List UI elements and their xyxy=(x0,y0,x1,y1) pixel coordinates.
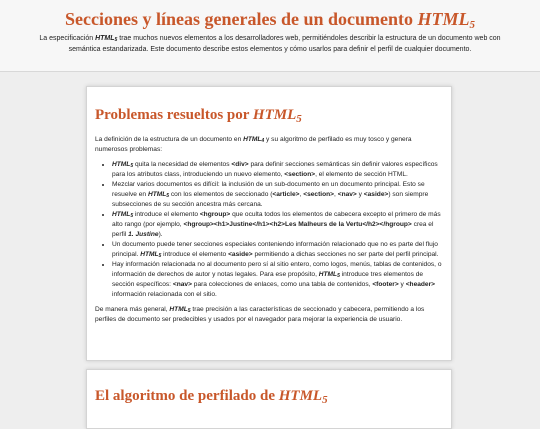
problems-intro xyxy=(95,135,443,155)
outline-algorithm-section xyxy=(86,369,452,429)
outline-example: 1. Justine xyxy=(128,231,159,238)
code-nav: <nav> xyxy=(172,281,192,288)
outline-algorithm-heading-html-version: 5 xyxy=(322,394,328,406)
outline-algorithm-heading xyxy=(95,370,443,405)
problem-item-aside: • Un documento puede tener secciones especiales conteniendo información relacionado que no es parte del flujo principal. $HTML_5$ introduce el elemento <aside> permitiendo a dichas secciones no ser parte del perfil principal. xyxy=(112,240,443,260)
problems-closing-start: De manera más general, xyxy=(95,306,168,313)
outline-algorithm-heading-text: El algoritmo de perfilado de xyxy=(95,388,275,404)
problems-intro-html-version: 4 xyxy=(261,138,265,144)
outline-algorithm-heading-html xyxy=(279,388,328,404)
code-hgroup: <hgroup> xyxy=(199,211,231,218)
problems-heading-html xyxy=(253,107,302,123)
code-article: <article> xyxy=(272,191,300,198)
problems-intro-html: HTML xyxy=(243,136,262,143)
page-intro-html-version: 5 xyxy=(114,37,118,43)
problem-item-site-info: • Hay información relacionada no al documento pero sí al sitio entero, como logos, menús, tablas de contenidos, o información de derechos de autor y notas legales. Para ese propósito, $HTML_5$ introduce tres elementos de sección específicos: <nav> para colecciones de enlaces, como una tabla de contenidos, <footer> y <header> información relacionada con el sitio. xyxy=(112,260,443,300)
code-nav: <nav> xyxy=(337,191,357,198)
page-intro-rest: trae muchos nuevos elementos a los desarrolladores web, permitiéndoles describir la estructura de un documento web con semántica estandarizada. Este documento describe estos elementos y cómo usarlos para definir el perfil de cualquier documento. xyxy=(68,35,501,53)
page-title xyxy=(30,8,510,30)
page-title-html xyxy=(418,9,476,29)
problems-heading xyxy=(95,87,443,124)
page-intro xyxy=(30,34,510,55)
problems-closing-rest: trae precisión a las características de seccionado y cabecera, permitiendo a los perfiles de documento ser predecibles y usados por el navegador para mejorar la experiencia de usuario. xyxy=(95,306,425,323)
problems-closing-html-version: 5 xyxy=(187,308,191,314)
problem-item-div: • $HTML_5$ quita la necesidad de elementos <div> para definir secciones semánticas sin definir valores específicos para los atributos class, introduciendo un nuevo elemento, <section>, el elemento de sección HTML. xyxy=(112,160,443,180)
code-aside: <aside> xyxy=(363,191,389,198)
problems-heading-html-version: 5 xyxy=(296,113,302,125)
code-header: <header> xyxy=(405,281,436,288)
code-section: <section> xyxy=(284,171,316,178)
code-div: <div> xyxy=(231,161,249,168)
problems-list xyxy=(95,160,443,300)
problem-item-subdocument: • Mezclar varios documentos es difícil: la inclusión de un sub-documento en un documento principal. Esto se resuelve en $HTML_5$ con los elementos de seccionado (<article>, <section>, <nav> y <aside>) son siempre subsecciones de su sección ancestra más cercana. xyxy=(112,180,443,210)
code-aside: <aside> xyxy=(228,251,253,258)
page-intro-html: HTML xyxy=(95,35,115,42)
code-footer: <footer> xyxy=(372,281,399,288)
page-header xyxy=(0,0,540,72)
page-intro-start: La especificación xyxy=(39,35,94,42)
page-title-text: Secciones y líneas generales de un documento xyxy=(65,9,413,29)
problems-heading-html-text: HTML xyxy=(252,107,297,123)
code-section: <section> xyxy=(303,191,335,198)
problems-intro-rest: y su algoritmo de perfilado es muy tosco y genera numerosos problemas: xyxy=(95,136,412,153)
problems-closing xyxy=(95,305,443,325)
problems-closing-html: HTML xyxy=(169,306,188,313)
outline-algorithm-heading-html-text: HTML xyxy=(278,388,323,404)
problems-section xyxy=(86,86,452,361)
problems-heading-text: Problemas resueltos por xyxy=(95,107,250,123)
problem-item-hgroup: • $HTML_5$ introduce el elemento <hgroup> que oculta todos los elementos de cabecera excepto el primero de más alto rango (por ejemplo, <hgroup><h1>Justine</h1><h2>Les Malheurs de la Vertu</h2></hgroup> crea el perfil 1. Justine). xyxy=(112,210,443,240)
page-title-html-text: HTML xyxy=(417,9,470,29)
code-hgroup-example: <hgroup><h1>Justine</h1><h2>Les Malheurs de la Vertu</h2></hgroup> xyxy=(183,221,412,228)
page-title-html-version: 5 xyxy=(469,19,475,31)
problems-intro-start: La definición de la estructura de un documento en xyxy=(95,136,242,143)
